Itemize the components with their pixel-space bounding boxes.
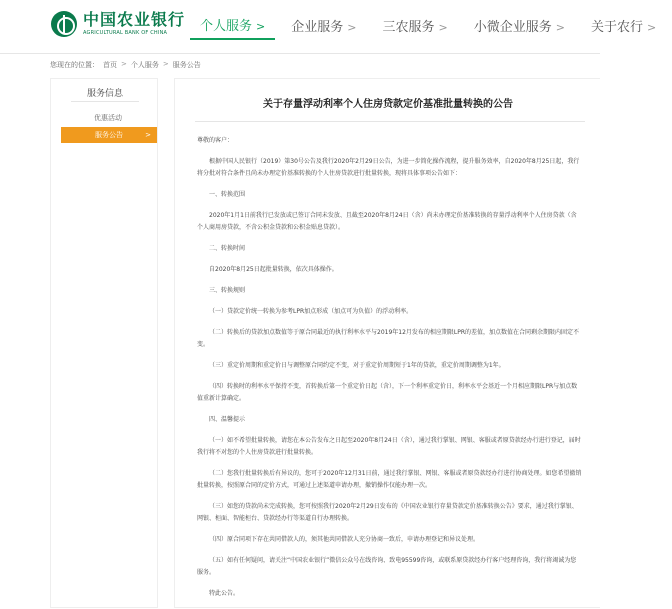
nav-item-about[interactable] xyxy=(581,16,666,40)
nav-item-rural[interactable] xyxy=(372,16,457,40)
chevron-right-icon: > xyxy=(646,21,657,34)
sidebar-item-promotions[interactable]: 优惠活动 xyxy=(94,114,122,122)
logo-text xyxy=(83,11,185,37)
article-panel xyxy=(174,78,600,608)
article-paragraph: （一）如不希望批量转换，请您在本公告发布之日起至2020年8月24日（含），通过我行掌银、网银、客服或者原贷款经办行进行登记，届时我行将不对您的个人住房贷款进行批量转换。 xyxy=(197,437,581,456)
logo-en-name: AGRICULTURAL BANK OF CHINA xyxy=(83,30,168,36)
article-paragraph: （二）您我行批量转换后有异议的，您可于2020年12月31日前，通过我行掌银、网银、客服或者原贷款经办行进行协商处理。如您希望撤销批量转换，按照原合同的定价方式，可通过上述渠道申请办理，撤销操作仅能办理一次。 xyxy=(197,470,582,489)
logo-cn-name: 中国农业银行 xyxy=(83,10,186,29)
breadcrumb-personal[interactable]: 个人服务 xyxy=(130,61,159,69)
section-heading: 二、转换时间 xyxy=(209,245,246,252)
nav-label: 企业服务 xyxy=(291,20,344,35)
article-paragraph: （五）如有任何疑问，请关注“中国农业银行”微信公众号在线咨询、致电95599咨询，或联系原贷款经办行客户经理咨询，我行将竭诚为您服务。 xyxy=(197,557,577,576)
article-title: 关于存量浮动利率个人住房贷款定价基准批量转换的公告 xyxy=(263,99,513,110)
nav-item-smallbiz[interactable] xyxy=(464,16,575,40)
article-paragraph: （三）重定价周期和重定价日与调整原合同约定不变，对于重定价周期短于1年的贷款，重定价周期调整为1年。 xyxy=(209,362,505,369)
chevron-right-icon: > xyxy=(145,131,151,139)
nav-item-corporate[interactable] xyxy=(281,16,366,40)
abc-logo-icon xyxy=(51,11,77,37)
chevron-right-icon: > xyxy=(438,21,448,34)
breadcrumb-prefix: 您现在的位置： xyxy=(50,61,99,69)
main-nav xyxy=(190,16,672,40)
chevron-right-icon: > xyxy=(347,21,357,34)
section-heading: 三、转换规则 xyxy=(209,287,246,294)
nav-item-personal[interactable] xyxy=(190,16,275,40)
article-paragraph: （四）转换时的利率水平保持不变，首转换后第一个重定价日起（含），下一个利率重定价日，利率水平会基近一个月相应期限LPR与加点数值重新计算确定。 xyxy=(197,383,578,402)
nav-label: 三农服务 xyxy=(382,20,435,35)
sidebar xyxy=(50,78,158,608)
article-greeting: 尊敬的客户： xyxy=(197,137,234,144)
sidebar-divider xyxy=(71,101,139,102)
article-paragraph: （四）原合同项下存在共同借款人的，须其他共同借款人充分协商一致后，申请办理登记和异议处理。 xyxy=(209,536,480,543)
chevron-right-icon: > xyxy=(256,20,266,33)
article-paragraph: （三）如您的贷款尚未完成转换，您可按照我行2020年2月29日发布的《中国农业银行存量贷款定价基准转换公告》要求，通过我行掌银、网银、柜面、智能柜台、贷款经办行等渠道自行办理转换。 xyxy=(197,503,578,522)
section-heading: 四、温馨提示 xyxy=(209,416,246,423)
title-divider xyxy=(195,121,585,122)
sidebar-item-label: 服务公告 xyxy=(95,131,123,139)
sidebar-title: 服务信息 xyxy=(86,89,123,99)
article-paragraph: 自2020年8月25日起批量转换，依次具体操作。 xyxy=(209,266,338,273)
chevron-right-icon: > xyxy=(555,21,565,34)
sidebar-item-notices[interactable] xyxy=(61,127,157,143)
article-paragraph: 2020年1月1日前我行已发放或已签订合同未发放、且截至2020年8月24日（含）尚未办理定价基准转换的存量浮动利率个人住房贷款（含个人商用房贷款，不含公积金贷款和公积金贴息贷款）。 xyxy=(197,212,577,231)
bank-logo[interactable] xyxy=(51,11,185,37)
article-paragraph: （二）转换后的贷款加点数值等于原合同最近的执行利率水平与2019年12月发布的相应期限LPR的差值，加点数值在合同剩余期限内固定不变。 xyxy=(197,329,580,348)
header-divider xyxy=(0,53,600,54)
breadcrumb-notice[interactable]: 服务公告 xyxy=(172,61,201,69)
closing-line: 特此公告。 xyxy=(209,590,240,597)
nav-label: 关于农行 xyxy=(590,20,643,35)
nav-label: 个人服务 xyxy=(200,19,253,34)
breadcrumb-sep: > xyxy=(162,60,169,68)
site-header xyxy=(0,0,657,54)
article-paragraph: 根据中国人民银行（2019）第30号公告及我行2020年2月29日公告，为进一步简化操作流程，提升服务效率，自2020年8月25日起，我行将分批对符合条件且尚未办理定价基准转换的个人住房贷款进行批量转换，现将具体事项公告如下： xyxy=(197,158,580,177)
article-paragraph: （一）贷款定价统一转换为参考LPR加点形成（加点可为负值）的浮动利率。 xyxy=(209,308,413,315)
nav-label: 小微企业服务 xyxy=(473,20,552,35)
breadcrumb-home[interactable]: 首页 xyxy=(103,61,117,69)
article-body xyxy=(197,135,582,609)
breadcrumb-sep: > xyxy=(121,60,127,68)
section-heading: 一、转换范围 xyxy=(209,191,246,198)
breadcrumb xyxy=(50,60,201,70)
